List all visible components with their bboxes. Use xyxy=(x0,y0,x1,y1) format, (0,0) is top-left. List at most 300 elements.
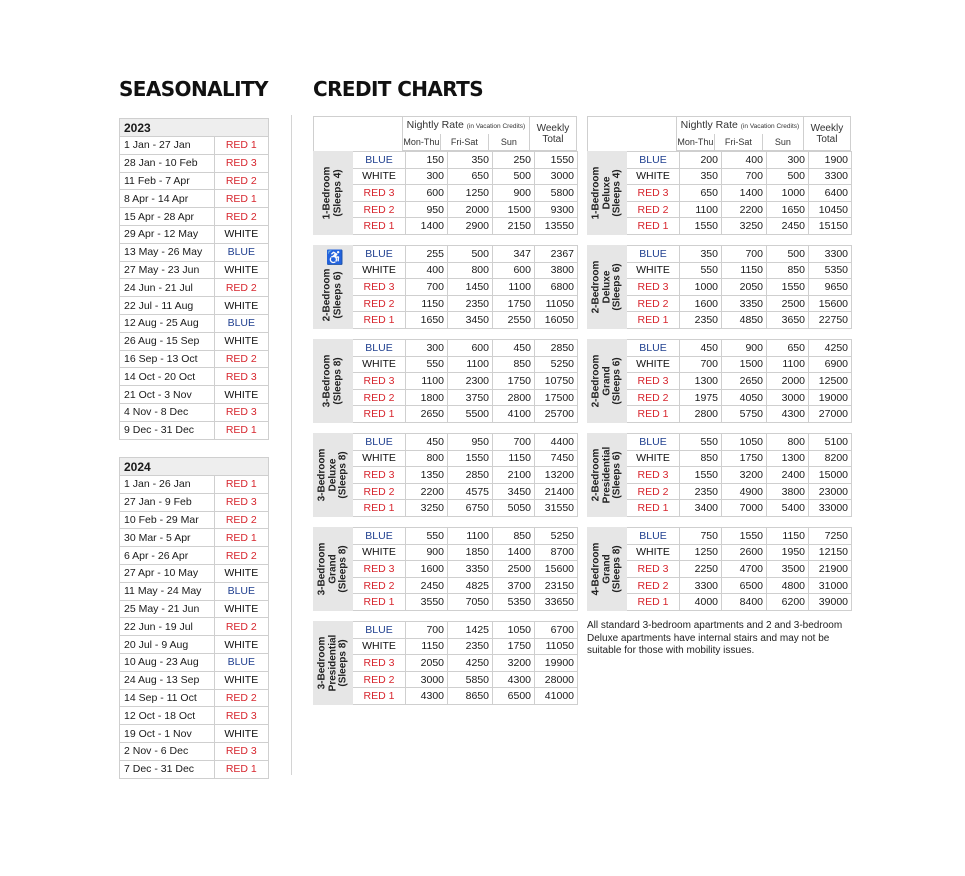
mon-thu-value: 2250 xyxy=(680,561,722,578)
band-label: RED 3 xyxy=(353,279,406,296)
sun-value: 2500 xyxy=(493,561,535,578)
mobility-note: All standard 3-bedroom apartments and 2 and 3-bedroom Deluxe apartments have internal stairs and may not be suitable for those with mobility issues. xyxy=(587,620,843,656)
col-sun: Sun xyxy=(488,134,529,151)
fri-sat-value: 1250 xyxy=(448,185,493,202)
weekly-total-value: 13550 xyxy=(535,218,578,235)
col-mon-thu: Mon-Thu xyxy=(403,134,441,151)
sun-value: 900 xyxy=(493,185,535,202)
season-row xyxy=(120,564,269,582)
mon-thu-value: 900 xyxy=(406,544,448,561)
fri-sat-value: 1400 xyxy=(722,185,767,202)
sun-value: 3800 xyxy=(767,483,809,500)
credit-row xyxy=(314,561,578,578)
credit-row xyxy=(588,356,852,373)
season-band: RED 3 xyxy=(214,707,268,725)
sun-value: 1750 xyxy=(493,373,535,390)
mon-thu-value: 550 xyxy=(680,434,722,451)
season-row xyxy=(120,493,269,511)
mon-thu-value: 800 xyxy=(406,450,448,467)
weekly-total-value: 3300 xyxy=(809,168,852,185)
season-row xyxy=(120,297,269,315)
mon-thu-value: 2450 xyxy=(406,577,448,594)
sun-value: 2500 xyxy=(767,295,809,312)
season-row xyxy=(120,653,269,671)
band-label: WHITE xyxy=(353,544,406,561)
band-label: RED 3 xyxy=(627,279,680,296)
mon-thu-value: 1800 xyxy=(406,389,448,406)
unit-type-label xyxy=(588,246,627,329)
band-label: RED 3 xyxy=(627,185,680,202)
band-label: BLUE xyxy=(353,152,406,169)
season-row xyxy=(120,547,269,565)
fri-sat-value: 500 xyxy=(448,246,493,263)
credit-row xyxy=(588,246,852,263)
credit-row xyxy=(314,279,578,296)
credit-row xyxy=(588,577,852,594)
mon-thu-value: 1350 xyxy=(406,467,448,484)
season-band: RED 2 xyxy=(214,172,268,190)
mon-thu-value: 1100 xyxy=(680,201,722,218)
season-row xyxy=(120,725,269,743)
fri-sat-value: 700 xyxy=(722,246,767,263)
sun-value: 1400 xyxy=(493,544,535,561)
band-label: RED 2 xyxy=(353,201,406,218)
sun-value: 850 xyxy=(493,528,535,545)
credit-row xyxy=(588,500,852,517)
season-band: RED 1 xyxy=(214,760,268,778)
fri-sat-value: 2000 xyxy=(448,201,493,218)
credit-row xyxy=(314,218,578,235)
credit-row xyxy=(588,312,852,329)
sun-value: 500 xyxy=(767,168,809,185)
season-row xyxy=(120,760,269,778)
credit-block xyxy=(313,527,578,611)
credit-row xyxy=(314,373,578,390)
credit-row xyxy=(588,295,852,312)
fri-sat-value: 1550 xyxy=(448,450,493,467)
weekly-total-value: 9650 xyxy=(809,279,852,296)
band-label: RED 1 xyxy=(627,594,680,611)
season-row xyxy=(120,172,269,190)
credit-row xyxy=(588,406,852,423)
mon-thu-value: 1300 xyxy=(680,373,722,390)
season-band: WHITE xyxy=(214,600,268,618)
mon-thu-value: 450 xyxy=(406,434,448,451)
fri-sat-value: 3250 xyxy=(722,218,767,235)
season-dates: 4 Nov - 8 Dec xyxy=(120,403,215,421)
mon-thu-value: 750 xyxy=(680,528,722,545)
band-label: BLUE xyxy=(353,340,406,357)
season-row xyxy=(120,261,269,279)
weekly-total-value: 21900 xyxy=(809,561,852,578)
unit-type-text: 3-Bedroom Presidential (Sleeps 8) xyxy=(316,634,349,692)
season-row xyxy=(120,225,269,243)
season-band: WHITE xyxy=(214,332,268,350)
season-dates: 26 Aug - 15 Sep xyxy=(120,332,215,350)
weekly-total-value: 19000 xyxy=(809,389,852,406)
sun-value: 1300 xyxy=(767,450,809,467)
credit-row xyxy=(314,544,578,561)
season-row xyxy=(120,208,269,226)
season-dates: 13 May - 26 May xyxy=(120,243,215,261)
band-label: RED 2 xyxy=(627,295,680,312)
mon-thu-value: 600 xyxy=(406,185,448,202)
unit-type-text: 1-Bedroom (Sleeps 4) xyxy=(321,166,343,220)
mon-thu-value: 1400 xyxy=(406,218,448,235)
band-label: BLUE xyxy=(353,246,406,263)
band-label: RED 2 xyxy=(627,483,680,500)
season-dates: 27 Jan - 9 Feb xyxy=(120,493,215,511)
season-band: RED 3 xyxy=(214,368,268,386)
credit-row xyxy=(588,544,852,561)
season-band: RED 2 xyxy=(214,350,268,368)
mon-thu-value: 3300 xyxy=(680,577,722,594)
weekly-total-value: 25700 xyxy=(535,406,578,423)
sun-value: 1050 xyxy=(493,622,535,639)
credit-row xyxy=(314,262,578,279)
season-row xyxy=(120,636,269,654)
weekly-total-value: 16050 xyxy=(535,312,578,329)
band-label: BLUE xyxy=(627,246,680,263)
season-band: RED 3 xyxy=(214,493,268,511)
season-row xyxy=(120,190,269,208)
season-band: RED 1 xyxy=(214,421,268,439)
unit-type-label xyxy=(588,152,627,235)
mon-thu-value: 700 xyxy=(406,279,448,296)
mon-thu-value: 850 xyxy=(680,450,722,467)
sun-value: 800 xyxy=(767,434,809,451)
fri-sat-value: 2350 xyxy=(448,638,493,655)
sun-value: 1100 xyxy=(493,279,535,296)
mon-thu-value: 450 xyxy=(680,340,722,357)
nightly-rate-label: Nightly Rate xyxy=(680,119,738,132)
mon-thu-value: 255 xyxy=(406,246,448,263)
band-label: RED 1 xyxy=(627,218,680,235)
mon-thu-value: 2200 xyxy=(406,483,448,500)
mon-thu-value: 1550 xyxy=(680,218,722,235)
weekly-total-value: 15000 xyxy=(809,467,852,484)
unit-type-text: 4-Bedroom Grand (Sleeps 8) xyxy=(590,542,623,596)
sun-value: 5400 xyxy=(767,500,809,517)
weekly-total-value: 2367 xyxy=(535,246,578,263)
band-label: RED 1 xyxy=(353,218,406,235)
credit-row xyxy=(588,594,852,611)
sun-value: 3650 xyxy=(767,312,809,329)
credit-row xyxy=(588,450,852,467)
credit-row xyxy=(314,406,578,423)
weekly-total-value: 15600 xyxy=(535,561,578,578)
credit-header-right xyxy=(587,116,851,151)
fri-sat-value: 2600 xyxy=(722,544,767,561)
credit-row xyxy=(314,483,578,500)
credit-row xyxy=(588,483,852,500)
season-dates: 10 Feb - 29 Mar xyxy=(120,511,215,529)
band-label: RED 2 xyxy=(353,389,406,406)
credit-charts-heading: CREDIT CHARTS xyxy=(313,77,484,101)
unit-type-label xyxy=(314,434,353,517)
sun-value: 2150 xyxy=(493,218,535,235)
credit-row xyxy=(314,340,578,357)
season-dates: 21 Oct - 3 Nov xyxy=(120,386,215,404)
unit-type-label xyxy=(588,434,627,517)
mon-thu-value: 300 xyxy=(406,168,448,185)
credit-row xyxy=(588,467,852,484)
mon-thu-value: 2650 xyxy=(406,406,448,423)
credit-row xyxy=(314,450,578,467)
total-label: Total xyxy=(816,133,838,145)
fri-sat-value: 800 xyxy=(448,262,493,279)
weekly-total-value: 8700 xyxy=(535,544,578,561)
season-band: RED 1 xyxy=(214,190,268,208)
weekly-total-value: 9300 xyxy=(535,201,578,218)
mon-thu-value: 2350 xyxy=(680,312,722,329)
season-dates: 19 Oct - 1 Nov xyxy=(120,725,215,743)
unit-type-text: 2-Bedroom (Sleeps 6) xyxy=(321,268,343,322)
fri-sat-value: 3350 xyxy=(448,561,493,578)
unit-type-label xyxy=(314,246,353,329)
fri-sat-value: 1450 xyxy=(448,279,493,296)
band-label: WHITE xyxy=(353,168,406,185)
band-label: RED 1 xyxy=(627,406,680,423)
weekly-total-value: 7450 xyxy=(535,450,578,467)
band-label: RED 3 xyxy=(627,467,680,484)
season-band: RED 2 xyxy=(214,689,268,707)
season-row xyxy=(120,368,269,386)
season-row xyxy=(120,707,269,725)
nightly-rate-sublabel: (in Vacation Credits) xyxy=(740,123,800,131)
mon-thu-value: 950 xyxy=(406,201,448,218)
credit-block xyxy=(313,245,578,329)
band-label: WHITE xyxy=(353,356,406,373)
band-label: BLUE xyxy=(627,434,680,451)
sun-value: 2550 xyxy=(493,312,535,329)
season-dates: 27 May - 23 Jun xyxy=(120,261,215,279)
weekly-total-value: 15600 xyxy=(809,295,852,312)
weekly-total-value: 12150 xyxy=(809,544,852,561)
band-label: BLUE xyxy=(627,340,680,357)
unit-type-label xyxy=(588,340,627,423)
mon-thu-value: 200 xyxy=(680,152,722,169)
weekly-total-value: 39000 xyxy=(809,594,852,611)
fri-sat-value: 4900 xyxy=(722,483,767,500)
mon-thu-value: 1150 xyxy=(406,295,448,312)
credit-row xyxy=(588,185,852,202)
credit-row xyxy=(314,467,578,484)
band-label: WHITE xyxy=(353,262,406,279)
band-label: BLUE xyxy=(353,528,406,545)
band-label: RED 1 xyxy=(353,500,406,517)
mon-thu-value: 550 xyxy=(680,262,722,279)
band-label: RED 2 xyxy=(353,483,406,500)
credit-row xyxy=(588,201,852,218)
fri-sat-value: 900 xyxy=(722,340,767,357)
fri-sat-value: 1050 xyxy=(722,434,767,451)
credit-header-left xyxy=(313,116,577,151)
credit-row xyxy=(314,168,578,185)
unit-type-text: 1-Bedroom Deluxe (Sleeps 4) xyxy=(590,166,623,220)
weekly-total-value: 33000 xyxy=(809,500,852,517)
season-row xyxy=(120,243,269,261)
weekly-total-value: 6900 xyxy=(809,356,852,373)
mon-thu-value: 4300 xyxy=(406,688,448,705)
mon-thu-value: 1600 xyxy=(680,295,722,312)
mon-thu-value: 1000 xyxy=(680,279,722,296)
fri-sat-value: 1750 xyxy=(722,450,767,467)
weekly-total-value: 5350 xyxy=(809,262,852,279)
fri-sat-value: 6500 xyxy=(722,577,767,594)
season-dates: 9 Dec - 31 Dec xyxy=(120,421,215,439)
season-dates: 11 May - 24 May xyxy=(120,582,215,600)
credit-row xyxy=(314,185,578,202)
sun-value: 4300 xyxy=(493,671,535,688)
sun-value: 250 xyxy=(493,152,535,169)
season-band: WHITE xyxy=(214,225,268,243)
season-row xyxy=(120,421,269,439)
season-dates: 22 Jun - 19 Jul xyxy=(120,618,215,636)
band-label: RED 1 xyxy=(353,688,406,705)
mon-thu-value: 1150 xyxy=(406,638,448,655)
season-band: RED 1 xyxy=(214,529,268,547)
weekly-total-value: 22750 xyxy=(809,312,852,329)
credit-row xyxy=(588,389,852,406)
fri-sat-value: 4700 xyxy=(722,561,767,578)
season-band: RED 2 xyxy=(214,511,268,529)
mon-thu-value: 3400 xyxy=(680,500,722,517)
sun-value: 600 xyxy=(493,262,535,279)
fri-sat-value: 3200 xyxy=(722,467,767,484)
mon-thu-value: 3250 xyxy=(406,500,448,517)
season-row xyxy=(120,582,269,600)
weekly-total-value: 31550 xyxy=(535,500,578,517)
weekly-total-value: 23000 xyxy=(809,483,852,500)
fri-sat-value: 400 xyxy=(722,152,767,169)
unit-type-label xyxy=(314,340,353,423)
sun-value: 4800 xyxy=(767,577,809,594)
season-dates: 20 Jul - 9 Aug xyxy=(120,636,215,654)
credit-row xyxy=(314,295,578,312)
unit-type-text: 2-Bedroom Grand (Sleeps 6) xyxy=(590,354,623,408)
unit-type-label xyxy=(314,152,353,235)
season-band: WHITE xyxy=(214,725,268,743)
season-band: RED 2 xyxy=(214,208,268,226)
fri-sat-value: 5750 xyxy=(722,406,767,423)
weekly-total-value: 4400 xyxy=(535,434,578,451)
band-label: RED 2 xyxy=(353,671,406,688)
credit-row xyxy=(314,594,578,611)
band-label: RED 3 xyxy=(353,561,406,578)
sun-value: 1150 xyxy=(493,450,535,467)
weekly-total-value: 3800 xyxy=(535,262,578,279)
fri-sat-value: 350 xyxy=(448,152,493,169)
year-label: 2024 xyxy=(120,458,269,476)
credit-row xyxy=(588,168,852,185)
weekly-total-value: 8200 xyxy=(809,450,852,467)
season-band: WHITE xyxy=(214,386,268,404)
season-row xyxy=(120,386,269,404)
fri-sat-value: 3450 xyxy=(448,312,493,329)
mon-thu-value: 700 xyxy=(406,622,448,639)
sun-value: 500 xyxy=(493,168,535,185)
credit-row xyxy=(588,279,852,296)
season-band: RED 3 xyxy=(214,403,268,421)
mon-thu-value: 350 xyxy=(680,246,722,263)
weekly-total-value: 31000 xyxy=(809,577,852,594)
credit-row xyxy=(314,389,578,406)
credit-row xyxy=(588,528,852,545)
fri-sat-value: 600 xyxy=(448,340,493,357)
season-band: BLUE xyxy=(214,653,268,671)
credit-row xyxy=(588,561,852,578)
season-dates: 14 Oct - 20 Oct xyxy=(120,368,215,386)
band-label: RED 1 xyxy=(353,406,406,423)
fri-sat-value: 1100 xyxy=(448,528,493,545)
sun-value: 2100 xyxy=(493,467,535,484)
sun-value: 850 xyxy=(493,356,535,373)
sun-value: 1950 xyxy=(767,544,809,561)
band-label: RED 2 xyxy=(627,201,680,218)
season-dates: 30 Mar - 5 Apr xyxy=(120,529,215,547)
season-band: WHITE xyxy=(214,297,268,315)
mon-thu-value: 3550 xyxy=(406,594,448,611)
credit-block xyxy=(587,245,852,329)
season-row xyxy=(120,689,269,707)
band-label: RED 2 xyxy=(353,577,406,594)
mon-thu-value: 550 xyxy=(406,528,448,545)
season-dates: 12 Oct - 18 Oct xyxy=(120,707,215,725)
band-label: RED 3 xyxy=(353,185,406,202)
season-row xyxy=(120,742,269,760)
fri-sat-value: 4575 xyxy=(448,483,493,500)
credit-block xyxy=(313,339,578,423)
band-label: RED 1 xyxy=(353,594,406,611)
season-dates: 6 Apr - 26 Apr xyxy=(120,547,215,565)
mon-thu-value: 550 xyxy=(406,356,448,373)
season-row xyxy=(120,350,269,368)
season-band: WHITE xyxy=(214,261,268,279)
season-row xyxy=(120,332,269,350)
sun-value: 6500 xyxy=(493,688,535,705)
fri-sat-value: 2050 xyxy=(722,279,767,296)
sun-value: 347 xyxy=(493,246,535,263)
col-fri-sat: Fri-Sat xyxy=(714,134,762,151)
nightly-rate-sublabel: (in Vacation Credits) xyxy=(466,123,526,131)
mon-thu-value: 1600 xyxy=(406,561,448,578)
mon-thu-value: 2800 xyxy=(680,406,722,423)
season-dates: 16 Sep - 13 Oct xyxy=(120,350,215,368)
sun-value: 2000 xyxy=(767,373,809,390)
season-band: RED 3 xyxy=(214,742,268,760)
weekly-total-value: 7250 xyxy=(809,528,852,545)
credit-row xyxy=(588,434,852,451)
season-row xyxy=(120,279,269,297)
season-dates: 25 May - 21 Jun xyxy=(120,600,215,618)
band-label: RED 1 xyxy=(353,312,406,329)
fri-sat-value: 700 xyxy=(722,168,767,185)
col-fri-sat: Fri-Sat xyxy=(440,134,488,151)
sun-value: 2800 xyxy=(493,389,535,406)
fri-sat-value: 6750 xyxy=(448,500,493,517)
season-dates: 27 Apr - 10 May xyxy=(120,564,215,582)
band-label: WHITE xyxy=(627,262,680,279)
sun-value: 2450 xyxy=(767,218,809,235)
credit-row xyxy=(588,152,852,169)
season-band: BLUE xyxy=(214,314,268,332)
credit-row xyxy=(314,434,578,451)
fri-sat-value: 1550 xyxy=(722,528,767,545)
sun-value: 1000 xyxy=(767,185,809,202)
weekly-total-value: 19900 xyxy=(535,655,578,672)
fri-sat-value: 3750 xyxy=(448,389,493,406)
